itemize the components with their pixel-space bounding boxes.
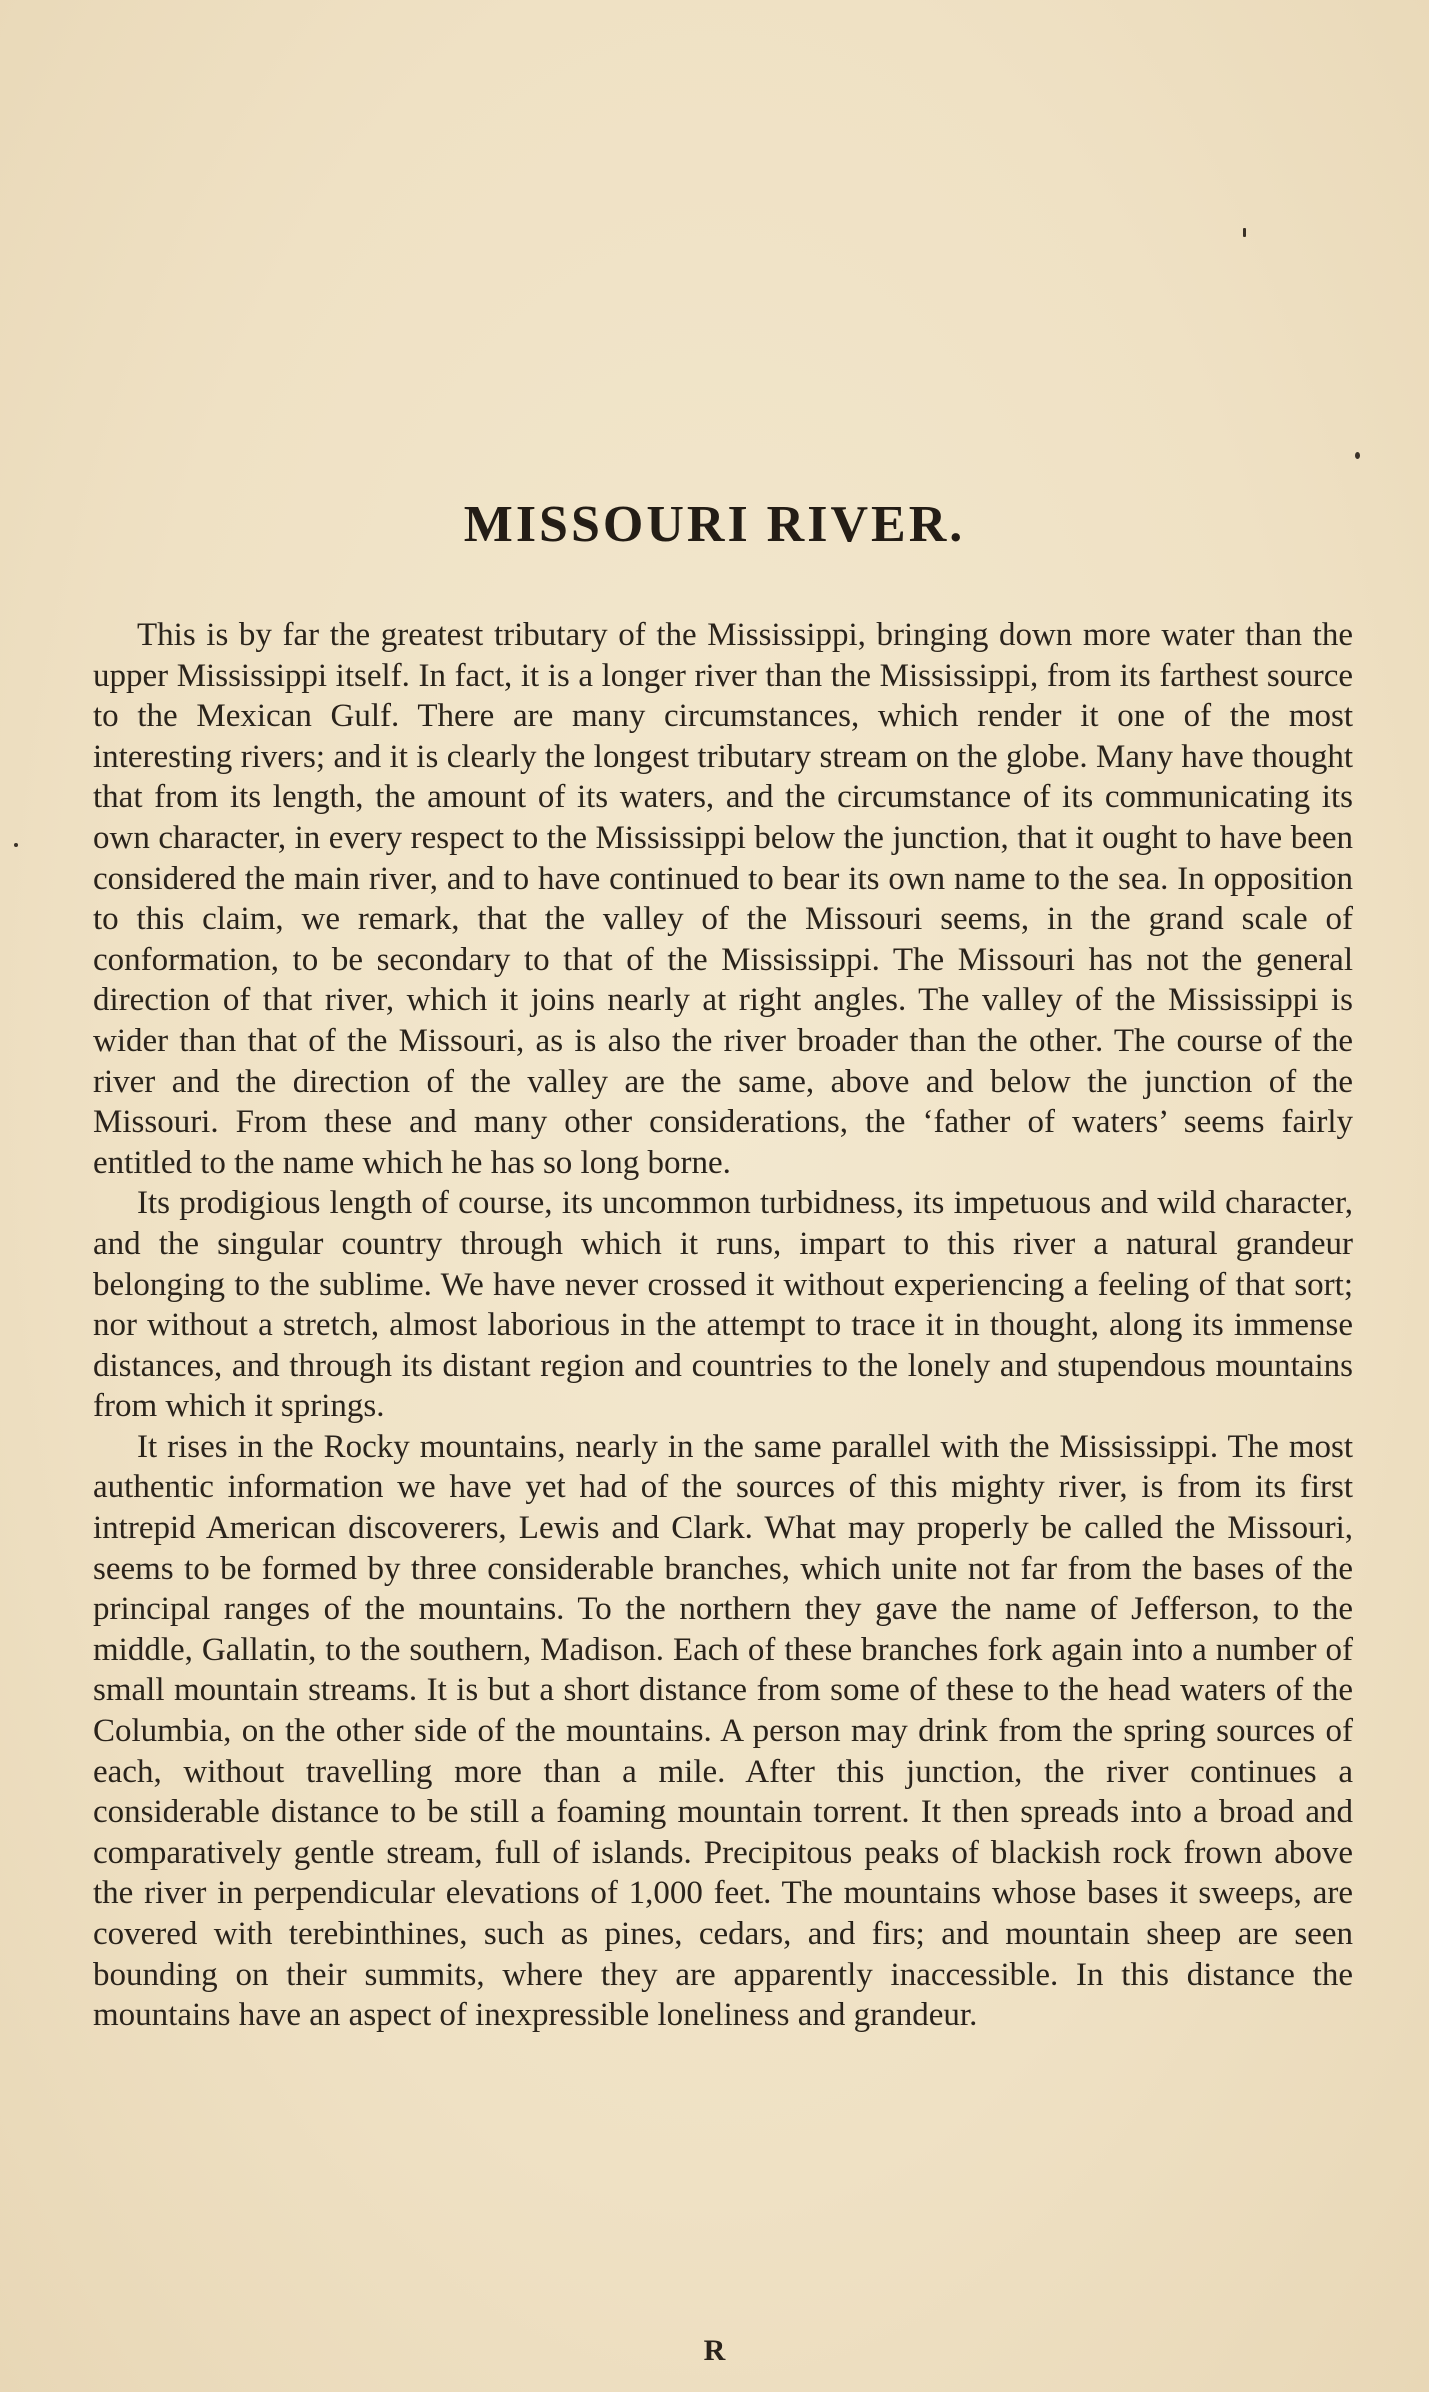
ink-speck: [1355, 452, 1360, 459]
paragraph: It rises in the Rocky mountains, nearly in the same parallel with the Mississippi. The most authentic information we have yet had of the sources of this mighty river, is from its first intrepid American discoverers, Lewis and Clark. What may properly be called the Missouri, seems to be formed by three considerable branches, which unite not far from the bases of the principal ranges of the mountains. To the northern they gave the name of Jefferson, to the middle, Gallatin, to the southern, Madison. Each of these branches fork again into a number of small mountain streams. It is but a short distance from some of these to the head waters of the Columbia, on the other side of the mountains. A person may drink from the spring sources of each, without travelling more than a mile. After this junction, the river continues a considerable distance to be still a foaming mountain torrent. It then spreads into a broad and comparatively gentle stream, full of islands. Precipitous peaks of blackish rock frown above the river in perpendicular elevations of 1,000 feet. The mountains whose bases it sweeps, are covered with terebinthines, such as pines, cedars, and firs; and mountain sheep are seen bounding on their summits, where they are apparently inaccessible. In this distance the mountains have an aspect of inexpressible loneliness and grandeur.: [93, 1428, 1353, 2034]
page-title: MISSOURI RIVER.: [463, 496, 966, 553]
signature-mark: R: [703, 2334, 726, 2367]
paragraph: Its prodigious length of course, its uncommon turbidness, its impetuous and wild character, and the singular country through which it runs, impart to this river a natural grandeur belonging to the sublime. We have never crossed it without experiencing a feeling of that sort; nor without a stretch, almost laborious in the attempt to trace it in thought, along its immense distances, and through its distant region and countries to the lonely and stupendous mountains from which it springs.: [93, 1185, 1353, 1425]
ink-speck: [14, 843, 18, 847]
ink-speck: [1243, 228, 1246, 237]
paragraph: This is by far the greatest tributary of the Mississippi, bringing down more water than the upper Mississippi itself. In fact, it is a longer river than the Mississippi, from its farthest source to the Mexican Gulf. There are many circumstances, which render it one of the most interesting rivers; and it is clearly the longest tributary stream on the globe. Many have thought that from its length, the amount of its waters, and the circumstance of its communicating its own character, in every respect to the Mississippi below the junction, that it ought to have been considered the main river, and to have continued to bear its own name to the sea. In opposition to this claim, we remark, that the valley of the Missouri seems, in the grand scale of conformation, to be secondary to that of the Mississippi. The Missouri has not the general direction of that river, which it joins nearly at right angles. The valley of the Mississippi is wider than that of the Missouri, as is also the river broader than the other. The course of the river and the direction of the valley are the same, above and below the junction of the Missouri. From these and many other considerations, the ‘father of waters’ seems fairly entitled to the name which he has so long borne.: [93, 617, 1353, 1181]
body-text: [93, 615, 1353, 2036]
